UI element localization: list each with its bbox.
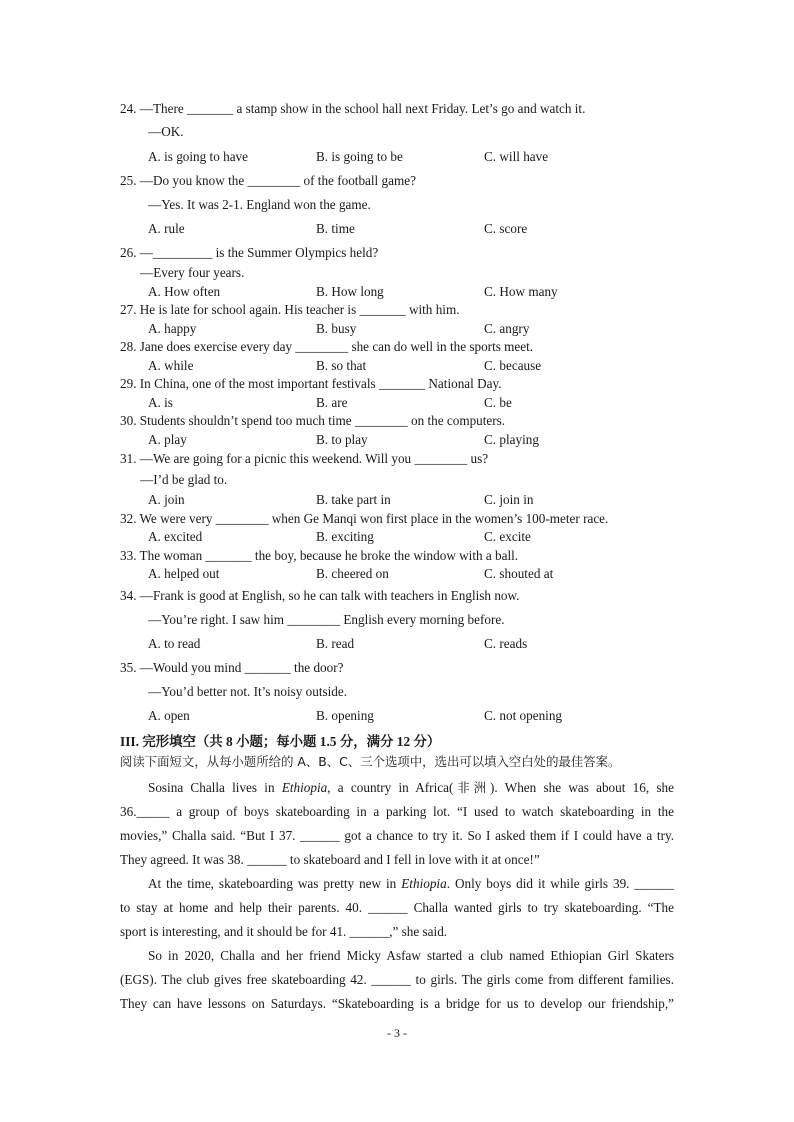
passage-line: At the time, skateboarding was pretty new in Ethiopia. Only boys did it while girls 39. ______ — [148, 876, 674, 891]
option-35-c: C. not opening — [484, 708, 563, 723]
question-29: 29. In China, one of the most important festivals _______ National Day. — [120, 376, 502, 391]
option-25-a: A. rule — [148, 221, 185, 236]
passage-line: sport is interesting, and it should be for 41. ______,” she said. — [120, 924, 448, 939]
option-30-b: B. to play — [316, 432, 368, 447]
passage-line: They agreed. It was 38. ______ to skateboard and I fell in love with it at once!” — [120, 852, 540, 867]
option-35-b: B. opening — [316, 708, 374, 723]
question-31-reply: —I’d be glad to. — [140, 472, 228, 487]
question-30: 30. Students shouldn’t spend too much time ________ on the computers. — [120, 413, 506, 428]
question-32: 32. We were very ________ when Ge Manqi won first place in the women’s 100-meter race. — [120, 511, 609, 526]
option-26-c: C. How many — [484, 284, 558, 299]
option-34-b: B. read — [316, 636, 355, 651]
option-26-a: A. How often — [148, 284, 221, 299]
passage-line: to stay at home and help their parents. 40. ______ Challa wanted girls to try skateboarding. “The — [120, 900, 674, 915]
option-34-c: C. reads — [484, 636, 528, 651]
question-27: 27. He is late for school again. His teacher is _______ with him. — [120, 302, 460, 317]
page-number: - 3 - — [387, 1026, 407, 1040]
section-title: III. 完形填空（共 8 小题；每小题 1.5 分，满分 12 分） — [120, 734, 441, 749]
option-29-c: C. be — [484, 395, 512, 410]
option-30-c: C. playing — [484, 432, 539, 447]
option-27-b: B. busy — [316, 321, 357, 336]
question-31: 31. —We are going for a picnic this weekend. Will you ________ us? — [120, 451, 489, 466]
option-26-b: B. How long — [316, 284, 384, 299]
option-28-c: C. because — [484, 358, 542, 373]
passage-line: Sosina Challa lives in Ethiopia, a country in Africa(非洲). When she was about 16, she — [148, 780, 674, 795]
question-26: 26. —_________ is the Summer Olympics held? — [120, 245, 379, 260]
question-28: 28. Jane does exercise every day ________ she can do well in the sports meet. — [120, 339, 534, 354]
option-31-b: B. take part in — [316, 492, 391, 507]
option-33-c: C. shouted at — [484, 566, 554, 581]
option-27-c: C. angry — [484, 321, 530, 336]
option-28-a: A. while — [148, 358, 194, 373]
option-24-a: A. is going to have — [148, 149, 248, 164]
question-34: 34. —Frank is good at English, so he can talk with teachers in English now. — [120, 588, 520, 603]
section-instruction: 阅读下面短文，从每小题所给的 A、B、C、三个选项中，选出可以填入空白处的最佳答案。 — [120, 754, 621, 769]
option-25-c: C. score — [484, 221, 528, 236]
option-25-b: B. time — [316, 221, 355, 236]
question-35-reply: —You’d better not. It’s noisy outside. — [148, 684, 348, 699]
option-31-c: C. join in — [484, 492, 534, 507]
option-24-b: B. is going to be — [316, 149, 403, 164]
passage-line: So in 2020, Challa and her friend Micky Asfaw started a club named Ethiopian Girl Skaters — [148, 948, 674, 963]
option-33-a: A. helped out — [148, 566, 220, 581]
passage-line: (EGS). The club gives free skateboarding 42. ______ to girls. The girls come from different families. — [120, 972, 674, 987]
option-27-a: A. happy — [148, 321, 197, 336]
option-29-a: A. is — [148, 395, 173, 410]
question-33: 33. The woman _______ the boy, because he broke the window with a ball. — [120, 548, 519, 563]
option-32-a: A. excited — [148, 529, 203, 544]
question-26-reply: —Every four years. — [140, 265, 245, 280]
question-34-reply: —You’re right. I saw him ________ English every morning before. — [148, 612, 505, 627]
question-24: 24. —There _______ a stamp show in the school hall next Friday. Let’s go and watch it. — [120, 101, 586, 116]
passage-line: movies,” Challa said. “But I 37. ______ got a chance to try it. So I asked them if I could have a try. — [120, 828, 674, 843]
question-25: 25. —Do you know the ________ of the football game? — [120, 173, 416, 188]
question-35: 35. —Would you mind _______ the door? — [120, 660, 344, 675]
question-25-reply: —Yes. It was 2-1. England won the game. — [148, 197, 371, 212]
passage-line: They can have lessons on Saturdays. “Skateboarding is a bridge for us to develop our friendship,” — [120, 996, 674, 1011]
option-32-b: B. exciting — [316, 529, 374, 544]
option-29-b: B. are — [316, 395, 348, 410]
option-30-a: A. play — [148, 432, 187, 447]
option-35-a: A. open — [148, 708, 190, 723]
option-28-b: B. so that — [316, 358, 367, 373]
option-34-a: A. to read — [148, 636, 201, 651]
option-31-a: A. join — [148, 492, 185, 507]
option-33-b: B. cheered on — [316, 566, 389, 581]
option-24-c: C. will have — [484, 149, 549, 164]
question-24-reply: —OK. — [148, 124, 184, 139]
option-32-c: C. excite — [484, 529, 531, 544]
passage-line: 36._____ a group of boys skateboarding in a parking lot. “I used to watch skateboarding in the — [120, 804, 674, 819]
